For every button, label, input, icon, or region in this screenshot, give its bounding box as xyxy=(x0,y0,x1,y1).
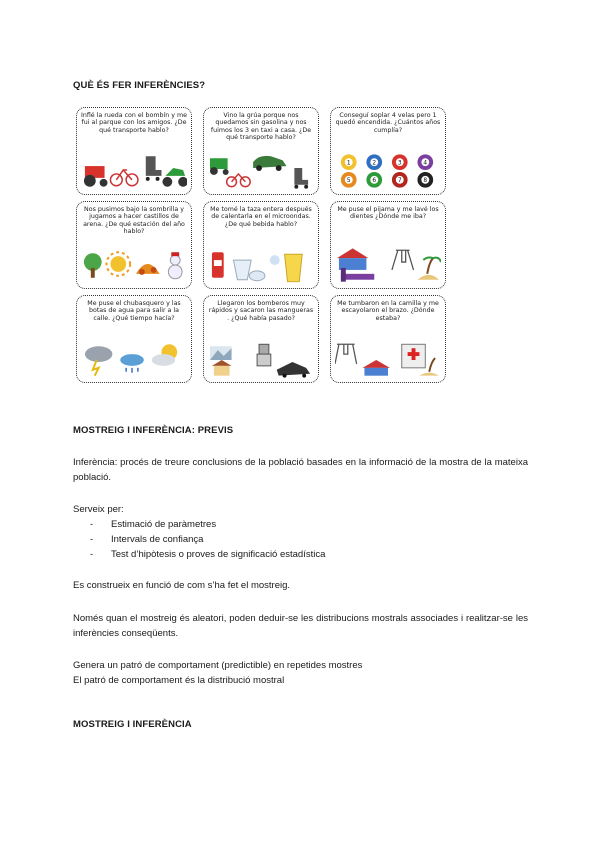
card-4-icons xyxy=(81,246,187,284)
inference-card-9 xyxy=(330,295,446,383)
tractor-icon xyxy=(84,166,108,187)
svg-text:1: 1 xyxy=(346,160,351,167)
card-text: Me puse el pijama y me lavé los dientes ¿Dónde me iba? xyxy=(337,206,439,221)
rain-icon xyxy=(120,354,144,373)
svg-text:6: 6 xyxy=(372,177,377,184)
heading-mostreig-inferencia-previs: MOSTREIG I INFERÈNCIA: PREVIS xyxy=(73,425,234,436)
inference-card-1 xyxy=(76,107,192,195)
paragraph-construccio: Es construeix en funció de com s’ha fet el mostreig. xyxy=(73,580,291,591)
tree-icon xyxy=(84,253,102,278)
inference-card-2 xyxy=(203,107,319,195)
bullet-dash: - xyxy=(90,534,94,545)
list-item-text: Test d’hipòtesis o proves de significació estadística xyxy=(111,549,326,560)
bullet-dash: - xyxy=(90,549,94,560)
card-text: Inflé la rueda con el bombín y me fui al parque con los amigos. ¿De qué transporte hablo? xyxy=(80,112,187,134)
bicycle-icon xyxy=(227,174,251,187)
number-ball-2 xyxy=(366,154,382,170)
swing-icon xyxy=(392,250,414,270)
sun-cloud-icon xyxy=(152,344,178,366)
list-item-text: Intervals de confiança xyxy=(111,534,204,545)
card-2-icons xyxy=(208,152,314,190)
storm-cloud-icon xyxy=(85,346,112,375)
number-ball-3 xyxy=(392,154,408,170)
number-balls-icon xyxy=(335,152,441,190)
inference-card-5 xyxy=(203,201,319,289)
motorbike-icon xyxy=(162,168,187,187)
card-text: Me tumbaron en la camilla y me escayolaron el brazo. ¿Dónde estaba? xyxy=(337,300,439,322)
sun-icon xyxy=(107,252,131,276)
milk-icon xyxy=(234,260,265,281)
card-1-icons xyxy=(81,152,187,190)
svg-text:4: 4 xyxy=(423,160,428,167)
number-ball-6 xyxy=(366,172,382,188)
autumn-icon xyxy=(136,264,160,275)
inference-card-3 xyxy=(330,107,446,195)
number-ball-8 xyxy=(417,172,433,188)
hospital-icon xyxy=(402,344,426,368)
card-text: Llegaron los bomberos muy rápidos y sacaron las mangueras . ¿Qué había pasado? xyxy=(208,300,314,322)
bicycle-icon xyxy=(110,170,137,186)
list-item-text: Estimació de paràmetres xyxy=(111,519,217,530)
snowman-icon xyxy=(168,252,182,279)
card-text: Conseguí soplar 4 velas pero 1 quedó encendida. ¿Cuántos años cumplía? xyxy=(335,112,441,134)
svg-text:5: 5 xyxy=(346,177,351,184)
car-icon xyxy=(253,156,286,171)
swing-icon xyxy=(335,344,357,364)
card-6-icons xyxy=(335,246,441,284)
svg-text:3: 3 xyxy=(397,160,402,167)
bullet-list xyxy=(90,517,325,562)
number-ball-1 xyxy=(341,154,357,170)
bullet-dash: - xyxy=(90,519,94,530)
tractor-icon xyxy=(210,158,229,175)
list-item xyxy=(90,547,325,562)
inference-cards-image xyxy=(74,105,446,385)
inference-card-6 xyxy=(330,201,446,289)
number-ball-7 xyxy=(392,172,408,188)
accident-icon xyxy=(277,362,310,378)
roller-skate-icon xyxy=(146,156,162,181)
card-5-icons xyxy=(208,246,314,284)
house-icon xyxy=(212,360,232,376)
soda-can-icon xyxy=(212,252,224,278)
landscape-icon xyxy=(210,346,232,360)
juice-glass-icon xyxy=(270,254,302,281)
number-ball-5 xyxy=(341,172,357,188)
paragraph-serveix-per: Serveix per: xyxy=(73,504,124,515)
paragraph-mostreig-aleatori: Només quan el mostreig és aleatori, poden deduir-se les distribucions mostrals associades i realitzar-se les inferències conseqüents. xyxy=(73,613,528,639)
heading-que-es-fer-inferencies: QUÈ ÉS FER INFERÈNCIES? xyxy=(73,80,206,91)
card-text: Vino la grúa porque nos quedamos sin gasolina y nos fuimos los 3 en taxi a casa. ¿De qué transporte hablo? xyxy=(210,112,312,142)
paragraph-patro-comportament: Genera un patró de comportament (predictible) en repetides mostres xyxy=(73,660,363,671)
paragraph-distribucio-mostral: El patró de comportament és la distribució mostral xyxy=(73,675,285,686)
paragraph-inferencia-definition: Inferència: procés de treure conclusions de la població basades en la informació de la mostra de la mateixa població. xyxy=(73,457,528,483)
beach-icon xyxy=(417,257,441,279)
svg-text:7: 7 xyxy=(397,177,402,184)
card-9-icons xyxy=(335,340,441,378)
bed-icon xyxy=(341,268,374,282)
svg-text:2: 2 xyxy=(372,160,377,167)
roller-skate-icon xyxy=(294,168,308,189)
inference-card-7 xyxy=(76,295,192,383)
card-text: Me puse el chubasquero y las botas de agua para salir a la calle. ¿Qué tiempo hacía? xyxy=(87,300,181,322)
school-icon xyxy=(337,248,368,270)
card-8-icons xyxy=(208,340,314,378)
svg-text:8: 8 xyxy=(423,177,428,184)
inference-card-8 xyxy=(203,295,319,383)
card-text: Nos pusimos bajo la sombrilla y jugamos a hacer castillos de arena. ¿De qué estación del año hablo? xyxy=(83,206,185,236)
inference-card-4 xyxy=(76,201,192,289)
list-item xyxy=(90,532,325,547)
card-7-icons xyxy=(81,340,187,378)
heading-mostreig-inferencia: MOSTREIG I INFERÈNCIA xyxy=(73,719,192,730)
school-icon xyxy=(362,360,389,376)
card-text: Me tomé la taza entera después de calentarla en el microondas. ¿De qué bebida hablo? xyxy=(210,206,312,228)
list-item xyxy=(90,517,325,532)
number-ball-4 xyxy=(417,154,433,170)
robot-icon xyxy=(257,344,271,366)
